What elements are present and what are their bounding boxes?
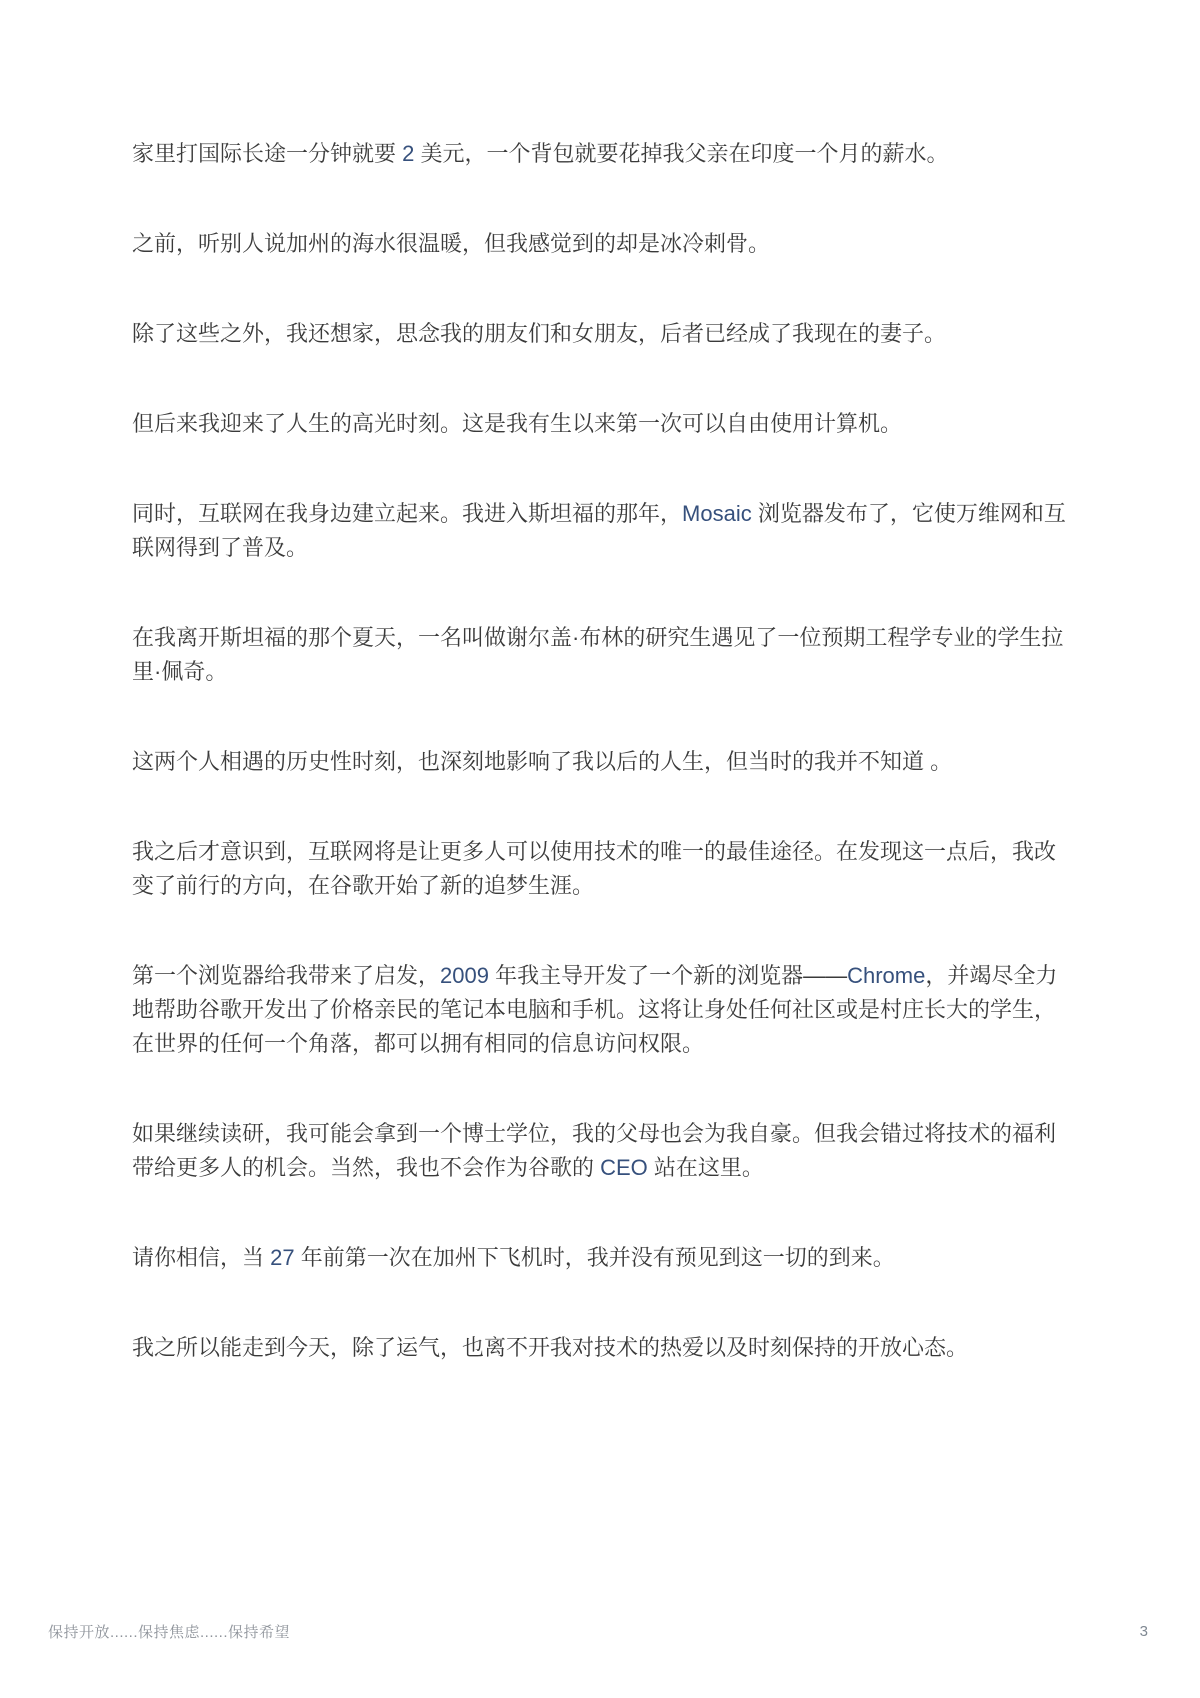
paragraph-4 xyxy=(132,407,1068,441)
chinese-text-run: 这两个人相遇的历史性时刻，也深刻地影响了我以后的人生，但当时的我并不知道 。 xyxy=(132,749,953,774)
chinese-text-run: 我之后才意识到，互联网将是让更多人可以使用技术的唯一的最佳途径。在发现这一点后，我改变了前行的方向，在谷歌开始了新的追梦生涯。 xyxy=(132,839,1057,898)
latin-text-run: 27 xyxy=(270,1245,295,1270)
paragraph-11 xyxy=(132,1241,1068,1275)
chinese-text-run: 我之所以能走到今天，除了运气，也离不开我对技术的热爱以及时刻保持的开放心态。 xyxy=(132,1335,969,1360)
chinese-text-run: 除了这些之外，我还想家，思念我的朋友们和女朋友，后者已经成了我现在的妻子。 xyxy=(132,321,947,346)
paragraph-1 xyxy=(132,137,1068,171)
paragraph-3 xyxy=(132,317,1068,351)
paragraph-10 xyxy=(132,1117,1068,1185)
paragraph-2 xyxy=(132,227,1068,261)
page-number: 3 xyxy=(1139,1623,1148,1640)
chinese-text-run: 年前第一次在加州下飞机时，我并没有预见到这一切的到来。 xyxy=(294,1245,895,1270)
paragraph-9 xyxy=(132,959,1068,1061)
chinese-text-run: 第一个浏览器给我带来了启发， xyxy=(132,963,441,988)
chinese-text-run: 请你相信，当 xyxy=(132,1245,271,1270)
chinese-text-run: 站在这里。 xyxy=(647,1155,764,1180)
chinese-text-run: 之前，听别人说加州的海水很温暖，但我感觉到的却是冰冷刺骨。 xyxy=(132,231,771,256)
latin-text-run: 2 xyxy=(402,141,415,166)
paragraph-5 xyxy=(132,497,1068,565)
chinese-text-run: 家里打国际长途一分钟就要 xyxy=(132,141,403,166)
chinese-text-run: 美元，一个背包就要花掉我父亲在印度一个月的薪水。 xyxy=(414,141,949,166)
latin-text-run: 2009 xyxy=(440,963,489,988)
chinese-text-run: 但后来我迎来了人生的高光时刻。这是我有生以来第一次可以自由使用计算机。 xyxy=(132,411,903,436)
paragraph-7 xyxy=(132,745,1068,779)
paragraph-6 xyxy=(132,621,1068,689)
footer-motto: 保持开放......保持焦虑......保持希望 xyxy=(48,1624,291,1641)
chinese-text-run: 年我主导开发了一个新的浏览器—— xyxy=(488,963,848,988)
latin-text-run: CEO xyxy=(600,1155,648,1180)
paragraph-12 xyxy=(132,1331,1068,1365)
latin-text-run: Chrome xyxy=(847,963,926,988)
latin-text-run: Mosaic xyxy=(682,501,752,526)
paragraph-8 xyxy=(132,835,1068,903)
chinese-text-run: 同时，互联网在我身边建立起来。我进入斯坦福的那年， xyxy=(132,501,683,526)
page-footer xyxy=(48,1621,1148,1642)
chinese-text-run: 在我离开斯坦福的那个夏天，一名叫做谢尔盖·布林的研究生遇见了一位预期工程学专业的学生拉里·佩奇。 xyxy=(132,625,1064,684)
document-body xyxy=(132,137,1068,1365)
chinese-text-run: ，并竭尽全力地帮助谷歌开发出了价格亲民的笔记本电脑和手机。这将让身处任何社区或是村庄长大的学生，在世界的任何一个角落，都可以拥有相同的信息访问权限。 xyxy=(132,963,1058,1056)
chinese-text-run: 浏览器发布了，它使万维网和互联网得到了普及。 xyxy=(132,501,1066,560)
chinese-text-run: 如果继续读研，我可能会拿到一个博士学位，我的父母也会为我自豪。但我会错过将技术的福利带给更多人的机会。当然，我也不会作为谷歌的 xyxy=(132,1121,1057,1180)
